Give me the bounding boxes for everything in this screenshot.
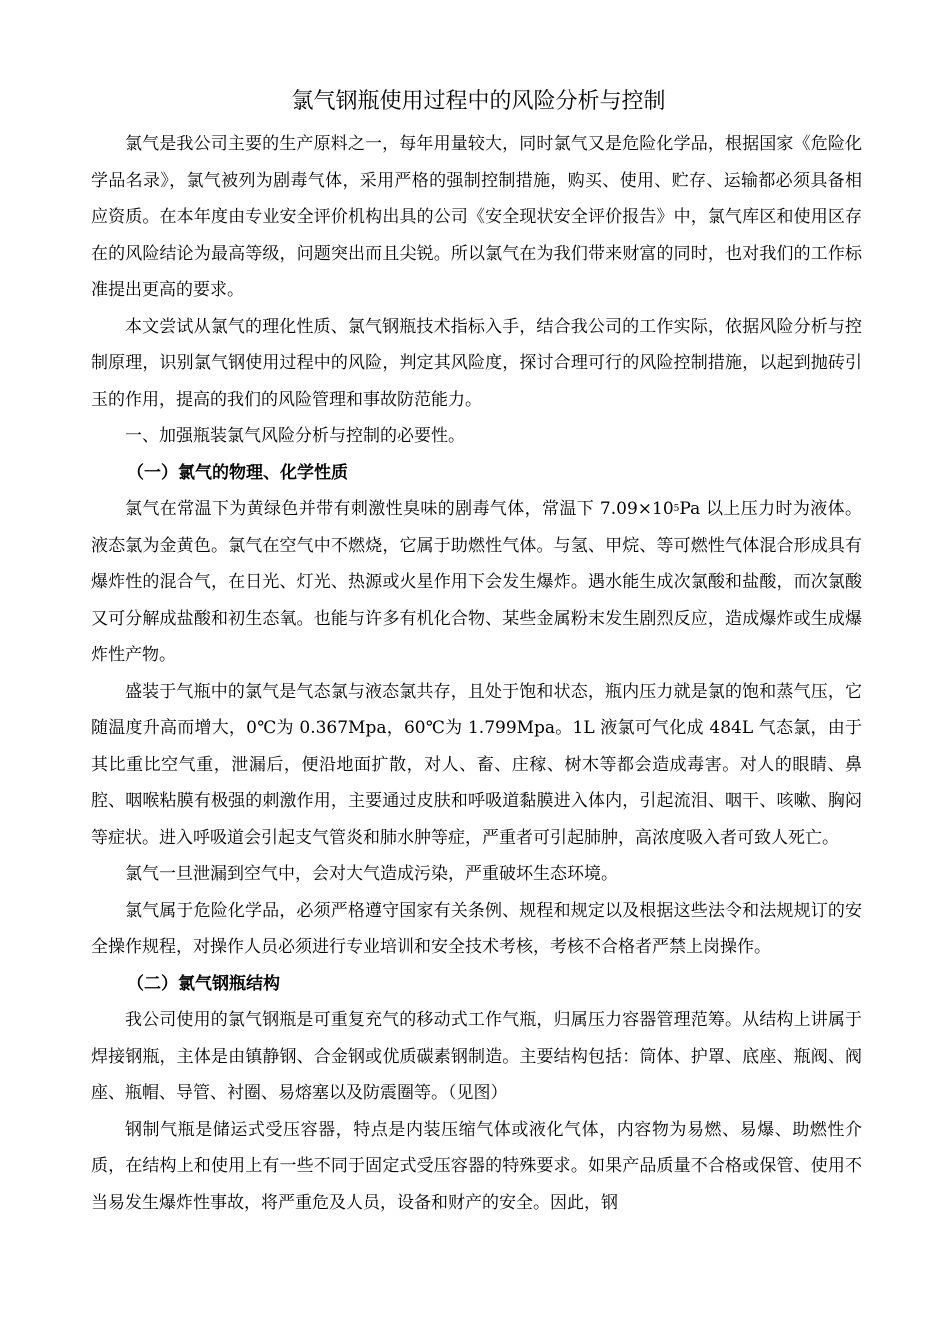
subsection-heading: （二）氯气钢瓶结构 bbox=[127, 973, 280, 994]
subsection-heading: （一）氯气的物理、化学性质 bbox=[127, 462, 348, 483]
paragraph-text: 氯气在常温下为黄绿色并带有刺激性臭味的剧毒气体，常温下 7.09×10 bbox=[125, 499, 674, 519]
page-title: 氯气钢瓶使用过程中的风险分析与控制 bbox=[291, 89, 666, 114]
body-paragraph: 氯气属于危险化学品，必须严格遵守国家有关条例、规程和规定以及根据这些法令和法规规订的安全操作规程，对操作人员必须进行专业培训和安全技术考核，考核不合格者严禁上岗操作。 bbox=[91, 900, 862, 957]
body-paragraph: 钢制气瓶是储运式受压容器，特点是内装压缩气体或液化气体，内容物为易燃、易爆、助燃性介质，在结构上和使用上有一些不同于固定式受压容器的特殊要求。如果产品质量不合格或保管、使用不当易发生爆炸性事故，将严重危及人员，设备和财产的安全。因此，钢 bbox=[91, 1119, 862, 1213]
paragraph-text: Pa 以上压力时为液体。液态氯为金黄色。氯气在空气中不燃烧，它属于助燃性气体。与氢、甲烷、等可燃性气体混合形成具有爆炸性的混合气，在日光、灯光、热源或火星作用下会发生爆炸。遇水能生成次氯酸和盐酸，而次氯酸又可分解成盐酸和初生态氧。也能与许多有机化合物、某些金属粉末发生剧烈反应，造成爆炸或生成爆炸性产物。 bbox=[91, 499, 862, 665]
intro-paragraph: 本文尝试从氯气的理化性质、氯气钢瓶技术指标入手，结合我公司的工作实际，依据风险分析与控制原理，识别氯气钢使用过程中的风险，判定其风险度，探讨合理可行的风险控制措施，以起到抛砖引玉的作用，提高的我们的风险管理和事故防范能力。 bbox=[91, 316, 862, 410]
section-heading: 一、加强瓶装氯气风险分析与控制的必要性。 bbox=[125, 426, 465, 446]
body-paragraph: 盛装于气瓶中的氯气是气态氯与液态氯共存，且处于饱和状态，瓶内压力就是氯的饱和蒸气压，它随温度升高而增大，0℃为 0.367Mpa，60℃为 1.799Mpa。1L 液氯可气化成 484L 气态氯，由于其比重比空气重，泄漏后，便沿地面扩散，对人、畜、庄稼、树木等都会造成毒害。对人的眼睛、鼻腔、咽喉粘膜有极强的刺激作用，主要通过皮肤和呼吸道黏膜进入体内，引起流泪、咽干、咳嗽、胸闷等症状。进入呼吸道会引起支气管炎和肺水肿等症，严重者可引起肺肿，高浓度吸入者可致人死亡。 bbox=[91, 681, 862, 848]
body-paragraph: 氯气一旦泄漏到空气中，会对大气造成污染，严重破坏生态环境。 bbox=[125, 864, 618, 884]
body-paragraph bbox=[91, 491, 862, 674]
superscript-exponent: 5 bbox=[673, 504, 680, 514]
intro-paragraph: 氯气是我公司主要的生产原料之一，每年用量较大，同时氯气又是危险化学品，根据国家《危险化学品名录》，氯气被列为剧毒气体，采用严格的强制控制措施，购买、使用、贮存、运输都必须具备相应资质。在本年度由专业安全评价机构出具的公司《安全现状安全评价报告》中，氯气库区和使用区存在的风险结论为最高等级，问题突出而且尖锐。所以氯气在为我们带来财富的同时，也对我们的工作标准提出更高的要求。 bbox=[91, 134, 862, 300]
body-paragraph: 我公司使用的氯气钢瓶是可重复充气的移动式工作气瓶，归属压力容器管理范筹。从结构上讲属于焊接钢瓶，主体是由镇静钢、合金钢或优质碳素钢制造。主要结构包括：筒体、护罩、底座、瓶阀、阀座、瓶帽、导管、衬圈、易熔塞以及防震圈等。（见图） bbox=[91, 1010, 862, 1103]
